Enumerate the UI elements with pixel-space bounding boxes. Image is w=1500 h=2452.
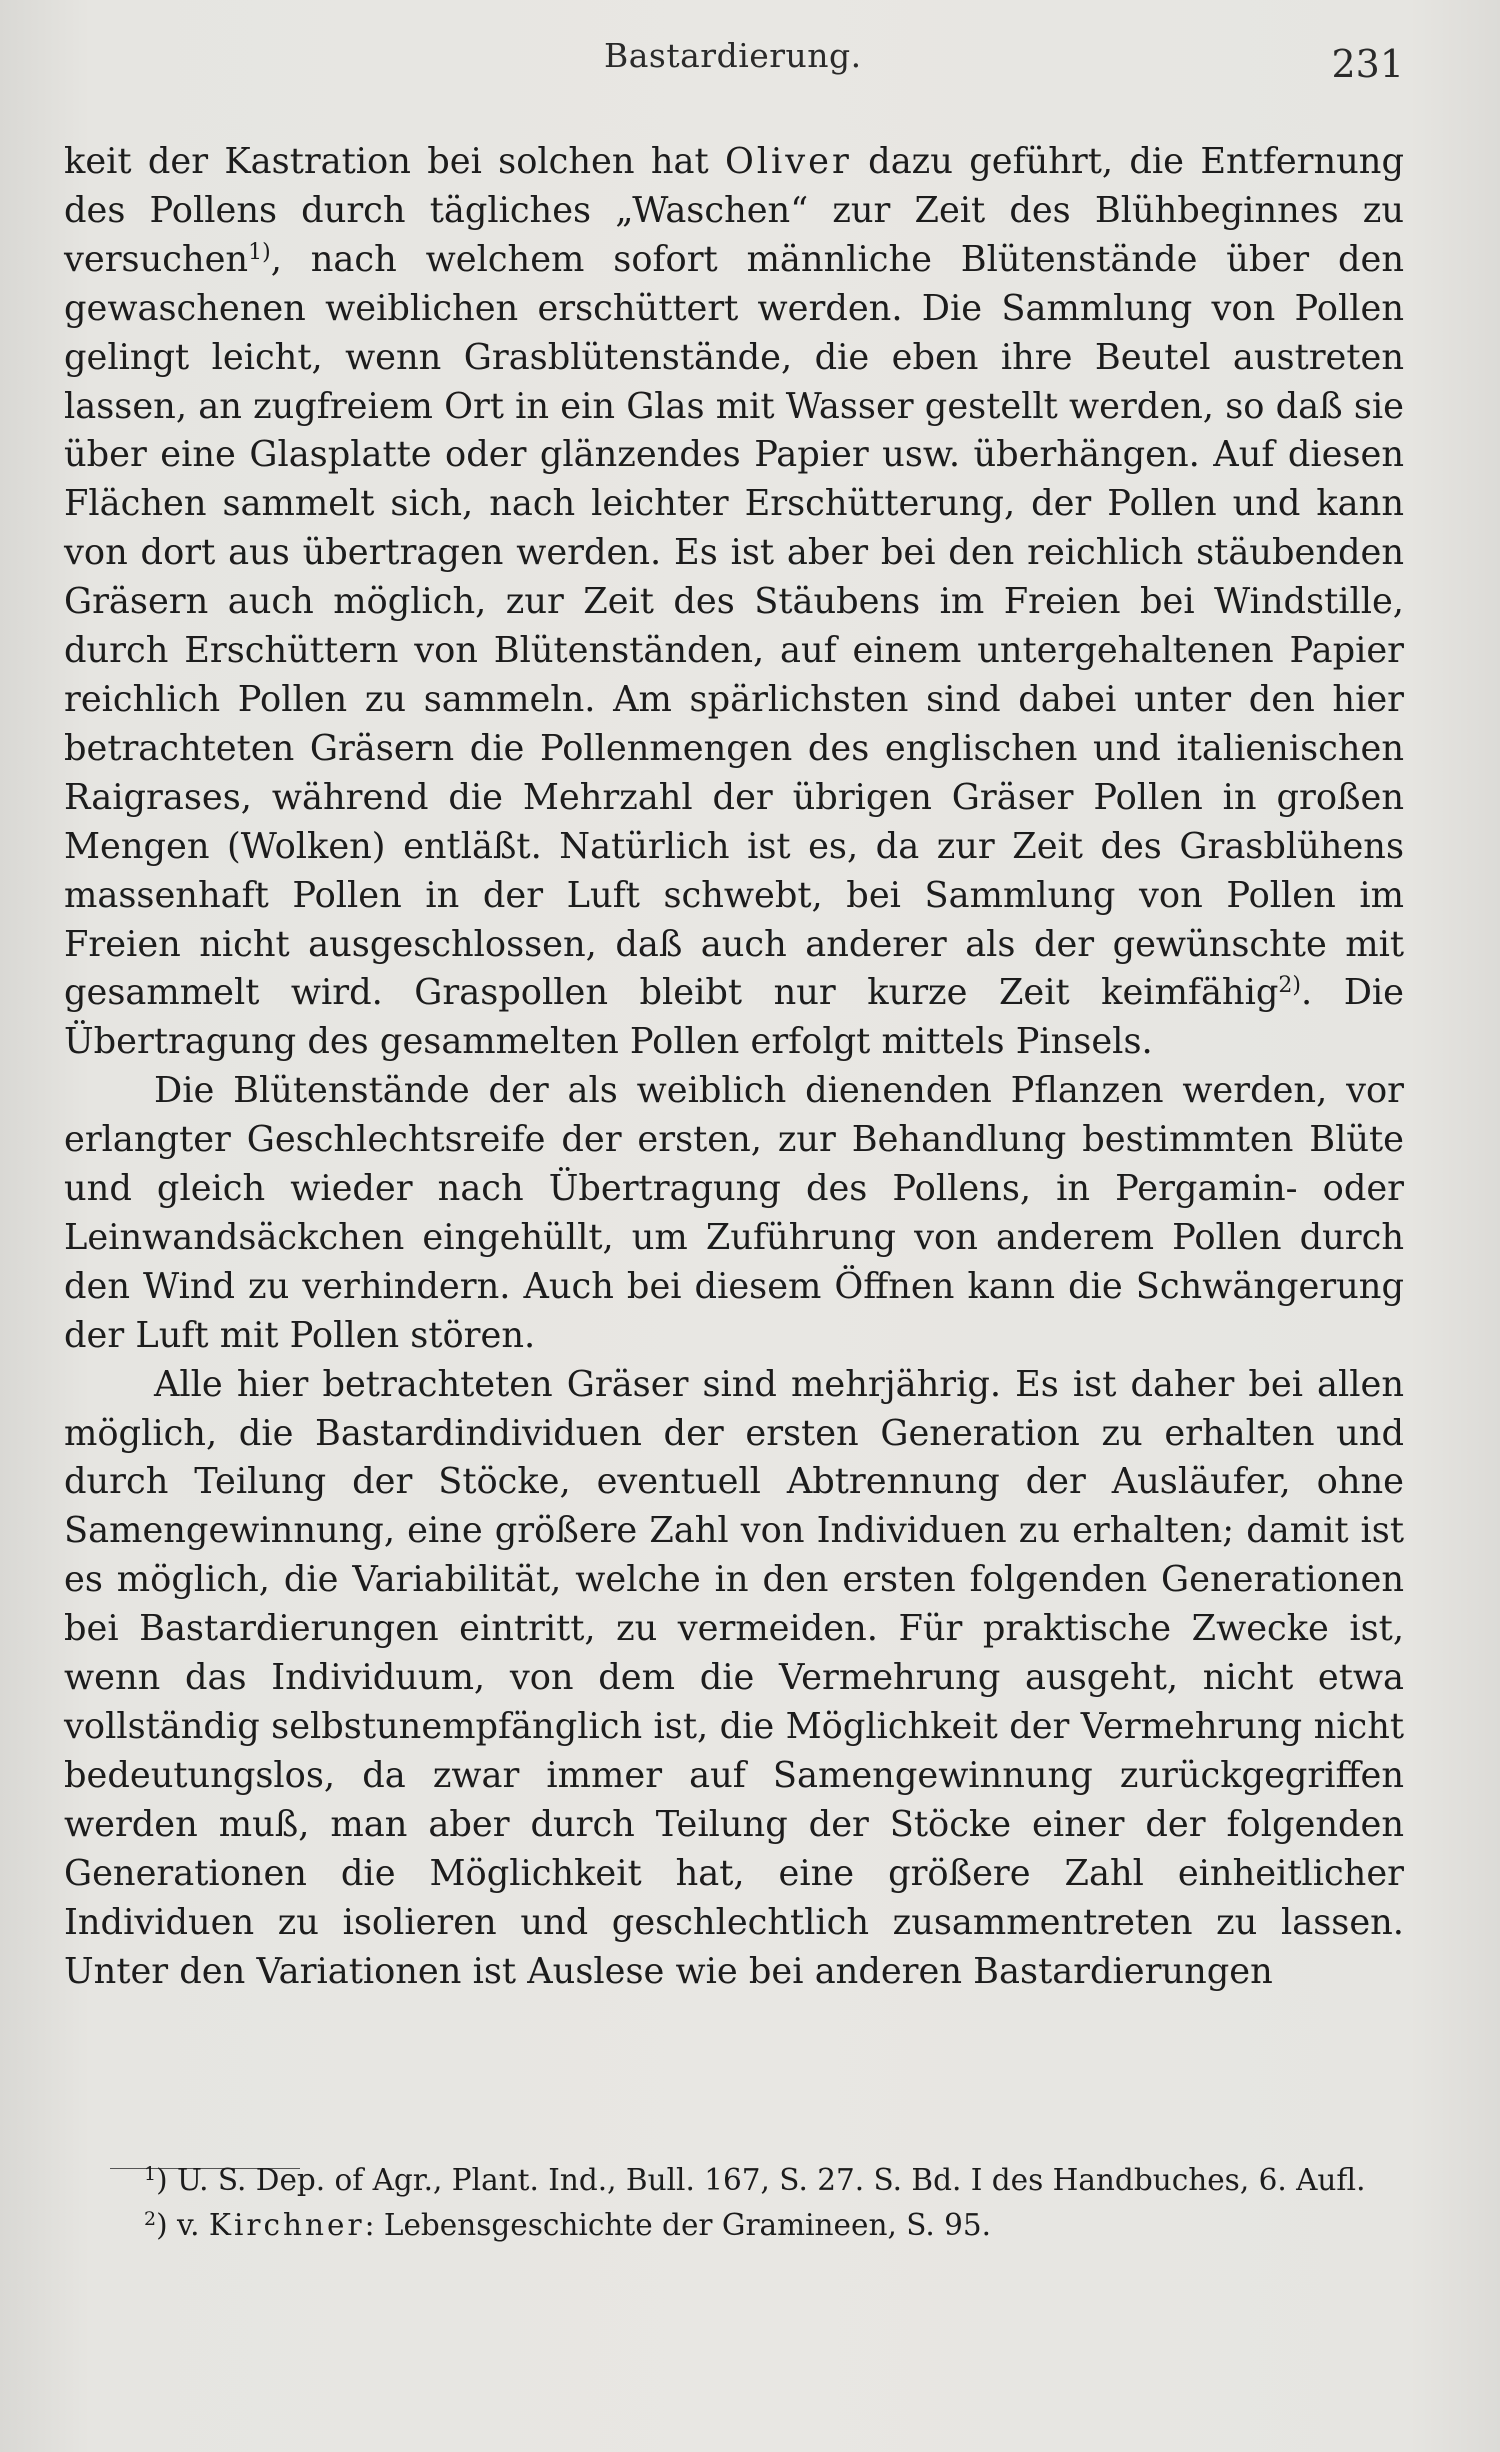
- page-number: 231: [1331, 42, 1404, 86]
- paragraph-text: dazu geführt, die Entfernung des Pollens durch tägliches „Waschen“ zur Zeit des Blühbeginnes zu versuchen: [64, 141, 1404, 280]
- footnote-mark: 2: [144, 2208, 157, 2230]
- footnote-2: [64, 2203, 1404, 2248]
- author-name: Oliver: [724, 141, 852, 182]
- page-header: [64, 30, 1404, 90]
- paragraph-text: keit der Kastration bei solchen hat: [64, 141, 725, 182]
- paragraph-text: . Die Übertragung des gesammelten Pollen erfolgt mittels Pinsels.: [64, 972, 1404, 1063]
- footnotes: [64, 2158, 1404, 2248]
- footnote-text: ) v.: [156, 2208, 209, 2242]
- author-name: Kirchner: [208, 2208, 365, 2242]
- paragraph-1: [64, 138, 1404, 1067]
- paragraph-3: Alle hier betrachteten Gräser sind mehrjährig. Es ist daher bei allen möglich, die Bastardindividuen der ersten Generation zu erhalten und durch Teilung der Stöcke, eventuell Abtrennung der Ausläufer, ohne Samengewinnung, eine größere Zahl von Individuen zu erhalten; damit ist es möglich, die Variabilität, welche in den ersten folgenden Generationen bei Bastardierungen eintritt, zu vermeiden. Für praktische Zwecke ist, wenn das Individuum, von dem die Vermehrung ausgeht, nicht etwa vollständig selbstunempfänglich ist, die Möglichkeit der Vermehrung nicht bedeutungslos, da zwar immer auf Samengewinnung zurückgegriffen werden muß, man aber durch Teilung der Stöcke einer der folgenden Generationen die Möglichkeit hat, eine größere Zahl einheitlicher Individuen zu isolieren und geschlechtlich zusammentreten zu lassen. Unter den Variationen ist Auslese wie bei anderen Bastardierungen: [64, 1363, 1404, 1992]
- main-text: [64, 138, 1404, 1996]
- footnote-reference: 1): [248, 239, 271, 265]
- footnote-text: ) U. S. Dep. of Agr., Plant. Ind., Bull. 167, S. 27. S. Bd. I des Handbuches, 6. Aufl.: [156, 2163, 1366, 2197]
- paragraph-text: , nach welchem sofort männliche Blütenstände über den gewaschenen weiblichen erschüttert werden. Die Sammlung von Pollen gelingt leicht, wenn Grasblütenstände, die eben ihre Beutel austreten lassen, an zugfreiem Ort in ein Glas mit Wasser gestellt werden, so daß sie über eine Glasplatte oder glänzendes Papier usw. überhängen. Auf diesen Flächen sammelt sich, nach leichter Erschütterung, der Pollen und kann von dort aus übertragen werden. Es ist aber bei den reichlich stäubenden Gräsern auch möglich, zur Zeit des Stäubens im Freien bei Windstille, durch Erschüttern von Blütenständen, auf einem untergehaltenen Papier reichlich Pollen zu sammeln. Am spärlichsten sind dabei unter den hier betrachteten Gräsern die Pollenmengen des englischen und italienischen Raigrases, während die Mehrzahl der übrigen Gräser Pollen in großen Mengen (Wolken) entläßt. Natürlich ist es, da zur Zeit des Grasblühens massenhaft Pollen in der Luft schwebt, bei Sammlung von Pollen im Freien nicht ausgeschlossen, daß auch anderer als der gewünschte mit gesammelt wird. Graspollen bleibt nur kurze Zeit keimfähig: [64, 238, 1404, 1014]
- footnote-text: : Lebensgeschichte der Gramineen, S. 95.: [364, 2208, 992, 2242]
- footnote-reference: 2): [1278, 973, 1301, 999]
- footnote-mark: 1: [144, 2163, 157, 2185]
- running-head: Bastardierung.: [604, 36, 862, 75]
- paragraph-2: Die Blütenstände der als weiblich dienenden Pflanzen werden, vor erlangter Geschlechtsreife der ersten, zur Behandlung bestimmten Blüte und gleich wieder nach Übertragung des Pollens, in Pergamin- oder Leinwandsäckchen eingehüllt, um Zuführung von anderem Pollen durch den Wind zu verhindern. Auch bei diesem Öffnen kann die Schwängerung der Luft mit Pollen stören.: [64, 1070, 1404, 1356]
- footnote-1: [64, 2158, 1404, 2203]
